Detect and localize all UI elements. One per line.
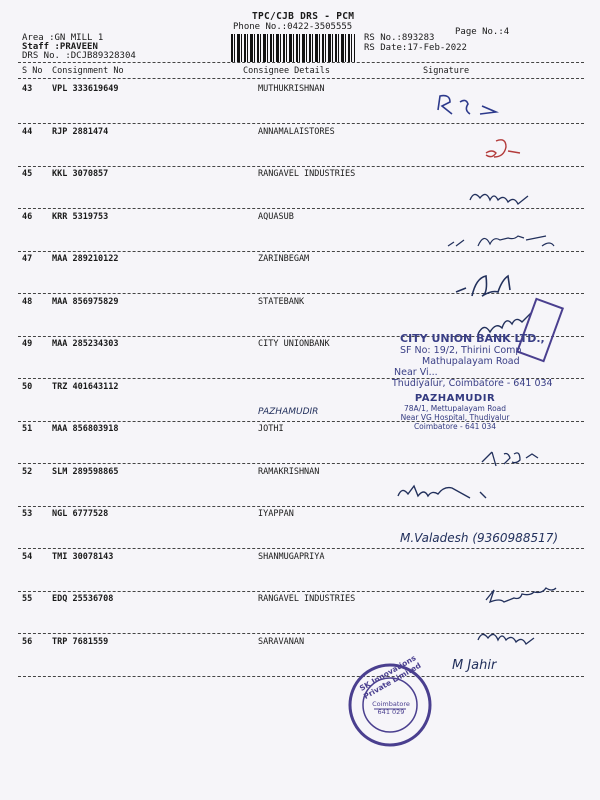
row-serial-number: 47 bbox=[22, 254, 33, 264]
stamp-bank-address-1: SF No: 19/2, Thirini Comp bbox=[400, 345, 522, 356]
row-consignee-name: STATEBANK bbox=[258, 297, 305, 307]
rs-number: RS No.:893283 bbox=[364, 33, 435, 43]
signature-47 bbox=[456, 276, 510, 296]
row-consignment-number: MAA 856975829 bbox=[52, 297, 119, 307]
signature-45 bbox=[470, 194, 528, 204]
row-consignee-name: ANNAMALAISTORES bbox=[258, 127, 335, 137]
row-consignee-name: RAMAKRISHNAN bbox=[258, 467, 320, 477]
col-consignment: Consignment No bbox=[52, 66, 124, 76]
row-consignment-number: TMI 30078143 bbox=[52, 552, 114, 562]
col-s-no: S No bbox=[22, 66, 43, 76]
row-serial-number: 55 bbox=[22, 594, 33, 604]
row-consignee-name: RANGAVEL INDUSTRIES bbox=[258, 169, 356, 179]
row-consignment-number: SLM 289598865 bbox=[52, 467, 119, 477]
stamp-shop-name: PAZHAMUDIR bbox=[414, 393, 496, 404]
row-consignee-name: ZARINBEGAM bbox=[258, 254, 310, 264]
col-signature: Signature bbox=[423, 66, 470, 76]
row-consignment-number: TRZ 401643112 bbox=[52, 382, 119, 392]
row-consignment-number: MAA 285234303 bbox=[52, 339, 119, 349]
stamp-shop-address-1: 78A/1, Mettupalayam Road bbox=[403, 404, 507, 413]
row-consignment-number: MAA 856803918 bbox=[52, 424, 119, 434]
col-consignee: Consignee Details bbox=[243, 66, 330, 76]
handwritten-signature-53: M.Valadesh (9360988517) bbox=[400, 531, 559, 545]
row-consignment-number: NGL 6777528 bbox=[52, 509, 109, 519]
stamp-bank-address-3: Near Vi... bbox=[394, 367, 438, 378]
row-consignment-number: KKL 3070857 bbox=[52, 169, 109, 179]
stamp-shop-address-3: Coimbatore - 641 034 bbox=[413, 422, 497, 431]
signature-46 bbox=[448, 236, 554, 246]
handwritten-consignee-50: PAZHAMUDIR bbox=[258, 407, 319, 417]
row-consignee-name: SARAVANAN bbox=[258, 637, 305, 647]
row-serial-number: 52 bbox=[22, 467, 33, 477]
rs-date: RS Date:17-Feb-2022 bbox=[364, 43, 467, 53]
stamp-shop-address-2: Near VG Hospital, Thudiyalur bbox=[400, 413, 510, 422]
row-serial-number: 46 bbox=[22, 212, 33, 222]
city-union-bank-stamp bbox=[392, 332, 575, 389]
row-consignee-name: RANGAVEL INDUSTRIES bbox=[258, 594, 356, 604]
row-serial-number: 49 bbox=[22, 339, 33, 349]
row-consignee-name: IYAPPAN bbox=[258, 509, 294, 519]
row-serial-number: 44 bbox=[22, 127, 33, 137]
stamp-bank-name: CITY UNION BANK LTD., bbox=[400, 332, 545, 345]
row-consignee-name: AQUASUB bbox=[258, 212, 294, 222]
sk-stamp-outer-text: SK Innovations Private Limited bbox=[357, 653, 423, 701]
row-consignee-name: JOTHI bbox=[258, 424, 284, 434]
area-field: Area :GN MILL 1 bbox=[22, 33, 104, 43]
row-serial-number: 51 bbox=[22, 424, 33, 434]
row-serial-number: 43 bbox=[22, 84, 33, 94]
row-serial-number: 48 bbox=[22, 297, 33, 307]
signature-43 bbox=[438, 96, 496, 114]
row-serial-number: 56 bbox=[22, 637, 33, 647]
row-consignee-name: MUTHUKRISHNAN bbox=[258, 84, 325, 94]
row-consignee-name: CITY UNIONBANK bbox=[258, 339, 330, 349]
drs-number: DRS No. :DCJB89328304 bbox=[22, 51, 136, 61]
row-serial-number: 54 bbox=[22, 552, 33, 562]
phone-number: Phone No.:0422-3505555 bbox=[233, 22, 353, 32]
signature-54 bbox=[486, 588, 556, 602]
sk-stamp-inner-text: Coimbatore 641 029 bbox=[372, 700, 410, 716]
row-consignment-number: KRR 5319753 bbox=[52, 212, 109, 222]
signature-44 bbox=[486, 140, 520, 157]
row-consignment-number: MAA 289210122 bbox=[52, 254, 119, 264]
document-title: TPC/CJB DRS - PCM bbox=[252, 11, 355, 22]
signature-51 bbox=[482, 452, 538, 466]
signature-55 bbox=[478, 634, 534, 644]
row-consignment-number: EDQ 25536708 bbox=[52, 594, 114, 604]
row-serial-number: 53 bbox=[22, 509, 33, 519]
stamp-bank-address-2: Mathupalayam Road bbox=[422, 356, 520, 367]
row-serial-number: 45 bbox=[22, 169, 33, 179]
staff-field: Staff :PRAVEEN bbox=[22, 42, 98, 52]
signature-52 bbox=[398, 486, 486, 498]
stamp-bank-address-4: Thudiyalur, Coimbatore - 641 034 bbox=[392, 378, 553, 389]
page-number: Page No.:4 bbox=[455, 27, 510, 37]
pazhamudir-stamp bbox=[395, 393, 515, 431]
row-serial-number: 50 bbox=[22, 382, 33, 392]
row-consignment-number: TRP 7681559 bbox=[52, 637, 109, 647]
row-consignment-number: RJP 2881474 bbox=[52, 127, 109, 137]
row-consignee-name: SHANMUGAPRIYA bbox=[258, 552, 325, 562]
handwritten-signature-56: M Jahir bbox=[452, 658, 497, 673]
row-consignment-number: VPL 333619649 bbox=[52, 84, 119, 94]
